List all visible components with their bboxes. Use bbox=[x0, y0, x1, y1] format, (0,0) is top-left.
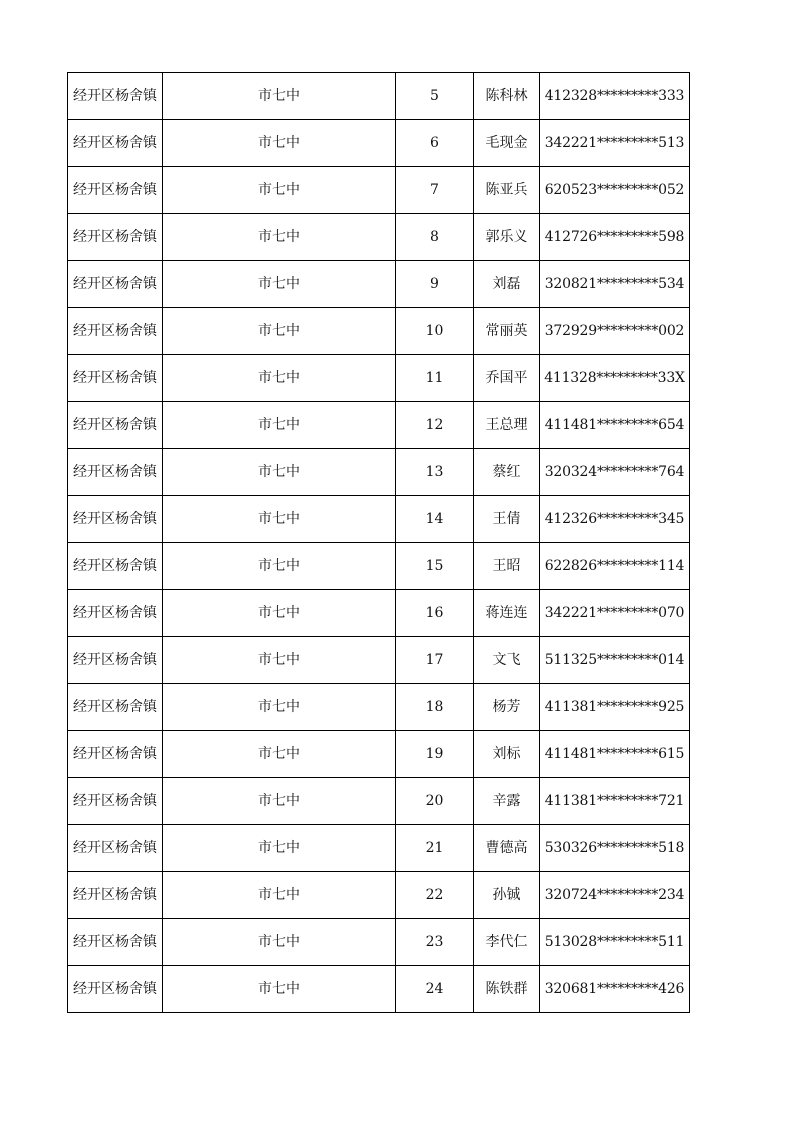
id-number-cell: 513028*********511 bbox=[540, 919, 690, 966]
number-cell: 23 bbox=[396, 919, 474, 966]
school-cell: 市七中 bbox=[163, 543, 396, 590]
school-cell: 市七中 bbox=[163, 637, 396, 684]
name-cell: 蒋连连 bbox=[474, 590, 540, 637]
id-number-cell: 511325*********014 bbox=[540, 637, 690, 684]
name-cell: 陈亚兵 bbox=[474, 167, 540, 214]
school-cell: 市七中 bbox=[163, 966, 396, 1013]
school-cell: 市七中 bbox=[163, 590, 396, 637]
table-row bbox=[68, 637, 690, 684]
school-cell: 市七中 bbox=[163, 308, 396, 355]
area-cell: 经开区杨舍镇 bbox=[68, 637, 163, 684]
school-cell: 市七中 bbox=[163, 261, 396, 308]
table-row bbox=[68, 402, 690, 449]
school-cell: 市七中 bbox=[163, 73, 396, 120]
name-cell: 郭乐义 bbox=[474, 214, 540, 261]
name-cell: 刘标 bbox=[474, 731, 540, 778]
table-row bbox=[68, 919, 690, 966]
school-cell: 市七中 bbox=[163, 872, 396, 919]
id-number-cell: 372929*********002 bbox=[540, 308, 690, 355]
table-row bbox=[68, 825, 690, 872]
name-cell: 文飞 bbox=[474, 637, 540, 684]
table-row bbox=[68, 167, 690, 214]
roster-table bbox=[67, 72, 690, 1013]
id-number-cell: 411381*********721 bbox=[540, 778, 690, 825]
name-cell: 杨芳 bbox=[474, 684, 540, 731]
number-cell: 15 bbox=[396, 543, 474, 590]
name-cell: 李代仁 bbox=[474, 919, 540, 966]
name-cell: 辛露 bbox=[474, 778, 540, 825]
area-cell: 经开区杨舍镇 bbox=[68, 73, 163, 120]
number-cell: 17 bbox=[396, 637, 474, 684]
number-cell: 9 bbox=[396, 261, 474, 308]
name-cell: 王总理 bbox=[474, 402, 540, 449]
table-row bbox=[68, 355, 690, 402]
table-row bbox=[68, 543, 690, 590]
number-cell: 7 bbox=[396, 167, 474, 214]
table-row bbox=[68, 778, 690, 825]
name-cell: 陈科林 bbox=[474, 73, 540, 120]
school-cell: 市七中 bbox=[163, 167, 396, 214]
school-cell: 市七中 bbox=[163, 449, 396, 496]
area-cell: 经开区杨舍镇 bbox=[68, 778, 163, 825]
id-number-cell: 530326*********518 bbox=[540, 825, 690, 872]
number-cell: 22 bbox=[396, 872, 474, 919]
table-row bbox=[68, 261, 690, 308]
name-cell: 王昭 bbox=[474, 543, 540, 590]
id-number-cell: 320324*********764 bbox=[540, 449, 690, 496]
number-cell: 5 bbox=[396, 73, 474, 120]
number-cell: 8 bbox=[396, 214, 474, 261]
name-cell: 毛现金 bbox=[474, 120, 540, 167]
school-cell: 市七中 bbox=[163, 684, 396, 731]
area-cell: 经开区杨舍镇 bbox=[68, 214, 163, 261]
name-cell: 陈铁群 bbox=[474, 966, 540, 1013]
area-cell: 经开区杨舍镇 bbox=[68, 496, 163, 543]
id-number-cell: 342221*********070 bbox=[540, 590, 690, 637]
table-row bbox=[68, 590, 690, 637]
number-cell: 20 bbox=[396, 778, 474, 825]
id-number-cell: 342221*********513 bbox=[540, 120, 690, 167]
number-cell: 11 bbox=[396, 355, 474, 402]
area-cell: 经开区杨舍镇 bbox=[68, 402, 163, 449]
name-cell: 蔡红 bbox=[474, 449, 540, 496]
table-row bbox=[68, 731, 690, 778]
id-number-cell: 412726*********598 bbox=[540, 214, 690, 261]
id-number-cell: 320681*********426 bbox=[540, 966, 690, 1013]
school-cell: 市七中 bbox=[163, 919, 396, 966]
number-cell: 10 bbox=[396, 308, 474, 355]
id-number-cell: 320821*********534 bbox=[540, 261, 690, 308]
school-cell: 市七中 bbox=[163, 496, 396, 543]
table-row bbox=[68, 73, 690, 120]
school-cell: 市七中 bbox=[163, 778, 396, 825]
name-cell: 孙铖 bbox=[474, 872, 540, 919]
name-cell: 曹德高 bbox=[474, 825, 540, 872]
school-cell: 市七中 bbox=[163, 120, 396, 167]
area-cell: 经开区杨舍镇 bbox=[68, 872, 163, 919]
area-cell: 经开区杨舍镇 bbox=[68, 308, 163, 355]
school-cell: 市七中 bbox=[163, 731, 396, 778]
table-row bbox=[68, 449, 690, 496]
name-cell: 王倩 bbox=[474, 496, 540, 543]
school-cell: 市七中 bbox=[163, 825, 396, 872]
area-cell: 经开区杨舍镇 bbox=[68, 684, 163, 731]
area-cell: 经开区杨舍镇 bbox=[68, 919, 163, 966]
id-number-cell: 622826*********114 bbox=[540, 543, 690, 590]
area-cell: 经开区杨舍镇 bbox=[68, 449, 163, 496]
number-cell: 16 bbox=[396, 590, 474, 637]
id-number-cell: 620523*********052 bbox=[540, 167, 690, 214]
number-cell: 21 bbox=[396, 825, 474, 872]
id-number-cell: 411481*********615 bbox=[540, 731, 690, 778]
id-number-cell: 411481*********654 bbox=[540, 402, 690, 449]
school-cell: 市七中 bbox=[163, 214, 396, 261]
number-cell: 18 bbox=[396, 684, 474, 731]
area-cell: 经开区杨舍镇 bbox=[68, 543, 163, 590]
table-row bbox=[68, 684, 690, 731]
id-number-cell: 411381*********925 bbox=[540, 684, 690, 731]
name-cell: 常丽英 bbox=[474, 308, 540, 355]
table-row bbox=[68, 872, 690, 919]
id-number-cell: 412328*********333 bbox=[540, 73, 690, 120]
area-cell: 经开区杨舍镇 bbox=[68, 120, 163, 167]
area-cell: 经开区杨舍镇 bbox=[68, 966, 163, 1013]
table-row bbox=[68, 308, 690, 355]
number-cell: 13 bbox=[396, 449, 474, 496]
area-cell: 经开区杨舍镇 bbox=[68, 731, 163, 778]
table-row bbox=[68, 496, 690, 543]
area-cell: 经开区杨舍镇 bbox=[68, 825, 163, 872]
area-cell: 经开区杨舍镇 bbox=[68, 590, 163, 637]
number-cell: 19 bbox=[396, 731, 474, 778]
number-cell: 12 bbox=[396, 402, 474, 449]
id-number-cell: 320724*********234 bbox=[540, 872, 690, 919]
table-row bbox=[68, 966, 690, 1013]
name-cell: 乔国平 bbox=[474, 355, 540, 402]
table-row bbox=[68, 120, 690, 167]
area-cell: 经开区杨舍镇 bbox=[68, 167, 163, 214]
roster-table-body bbox=[68, 73, 690, 1013]
area-cell: 经开区杨舍镇 bbox=[68, 355, 163, 402]
number-cell: 24 bbox=[396, 966, 474, 1013]
number-cell: 6 bbox=[396, 120, 474, 167]
id-number-cell: 411328*********33X bbox=[540, 355, 690, 402]
table-row bbox=[68, 214, 690, 261]
area-cell: 经开区杨舍镇 bbox=[68, 261, 163, 308]
name-cell: 刘磊 bbox=[474, 261, 540, 308]
id-number-cell: 412326*********345 bbox=[540, 496, 690, 543]
number-cell: 14 bbox=[396, 496, 474, 543]
school-cell: 市七中 bbox=[163, 402, 396, 449]
school-cell: 市七中 bbox=[163, 355, 396, 402]
